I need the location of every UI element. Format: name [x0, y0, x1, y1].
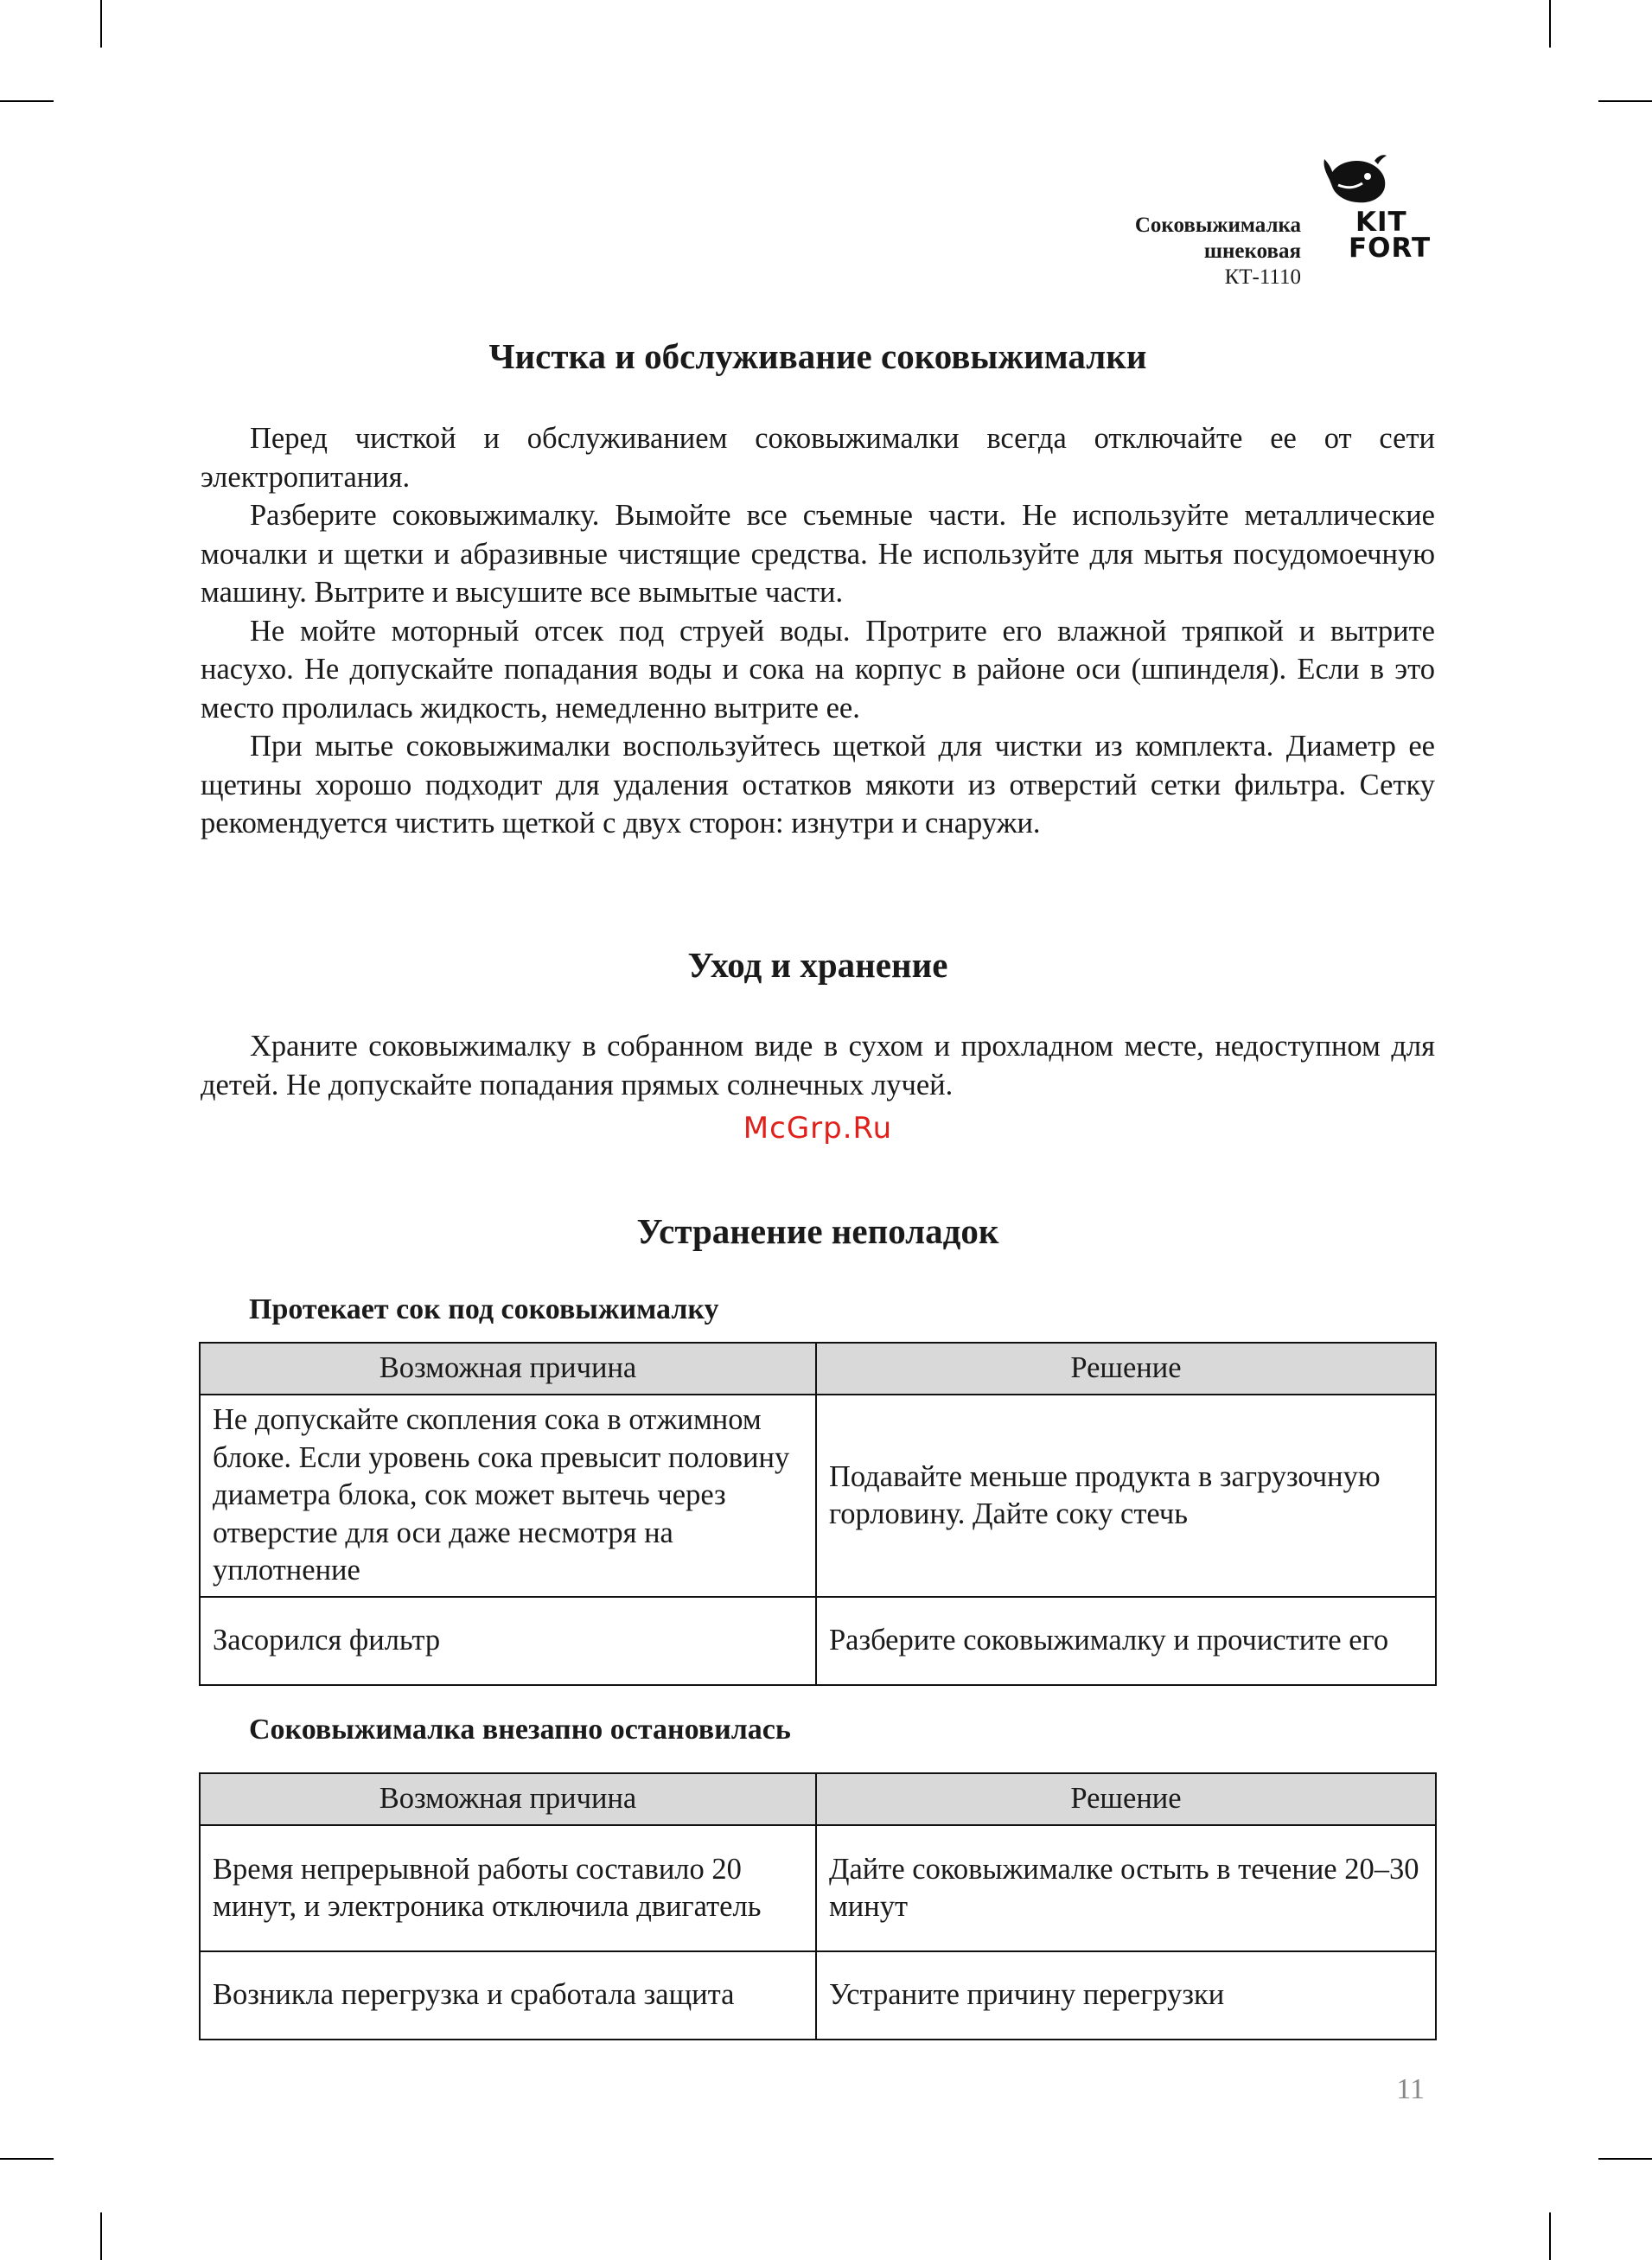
whale-icon: [1323, 154, 1392, 207]
column-header-cause: Возможная причина: [200, 1773, 816, 1825]
watermark-link[interactable]: McGrp.Ru: [743, 1111, 893, 1146]
cause-cell: Засорился фильтр: [200, 1597, 816, 1685]
column-header-solution: Решение: [816, 1773, 1436, 1825]
logo-text-line2: FORT: [1349, 233, 1432, 264]
column-header-cause: Возможная причина: [200, 1343, 816, 1395]
paragraph: Не мойте моторный отсек под струей воды. Протрите его влажной тряпкой и вытрите насухо. Не допускайте попадания воды и сока на корпус в районе оси (шпинделя). Если в это место пролилась жидкость, немедленно вытрите ее.: [201, 614, 1435, 725]
storage-text: [201, 1027, 1435, 1104]
product-model: КТ-1110: [1224, 265, 1301, 289]
logo-wordmark: [1349, 207, 1432, 264]
solution-cell: Дайте соковыжималке остыть в течение 20–30 минут: [816, 1825, 1436, 1951]
crop-mark: [1598, 2158, 1652, 2160]
product-name: Соковыжималка: [1134, 214, 1301, 237]
section-title-storage: Уход и хранение: [687, 945, 948, 985]
logo-text-line1: KIT: [1355, 207, 1407, 238]
document-header: [1135, 213, 1301, 290]
paragraph: При мытье соковыжималки воспользуйтесь щеткой для чистки из комплекта. Диаметр ее щетины хорошо подходит для удаления остатков мякоти из отверстий сетки фильтра. Сетку рекомендуется чистить щеткой с двух сторон: изнутри и снаружи.: [201, 730, 1435, 840]
crop-mark: [100, 2212, 102, 2260]
crop-mark: [100, 0, 102, 48]
crop-mark: [1549, 0, 1551, 48]
column-header-solution: Решение: [816, 1343, 1436, 1395]
cause-cell: Время непрерывной работы составило 20 минут, и электроника отключила двигатель: [200, 1825, 816, 1951]
table-row: [200, 1597, 1436, 1685]
table-row: [200, 1395, 1436, 1597]
table-row: [200, 1825, 1436, 1951]
table-header-row: [200, 1343, 1436, 1395]
solution-cell: Подавайте меньше продукта в загрузочную горловину. Дайте соку стечь: [816, 1395, 1436, 1597]
page-number: 11: [1396, 2073, 1425, 2105]
crop-mark: [1598, 100, 1652, 102]
paragraph: Перед чисткой и обслуживанием соковыжималки всегда отключайте ее от сети электропитания.: [201, 422, 1435, 494]
paragraph: Храните соковыжималку в собранном виде в сухом и прохладном месте, недоступном для детей. Не допускайте попадания прямых солнечных лучей.: [201, 1030, 1435, 1101]
section-title-troubleshooting: Устранение неполадок: [636, 1211, 999, 1251]
crop-mark: [0, 100, 54, 102]
paragraph: Разберите соковыжималку. Вымойте все съемные части. Не используйте металлические мочалки и щетки и абразивные чистящие средства. Не используйте для мытья посудомоечную машину. Вытрите и высушите все вымытые части.: [201, 499, 1435, 609]
troubleshooting-table-2: [199, 1772, 1437, 2040]
solution-cell: Устраните причину перегрузки: [816, 1951, 1436, 2040]
solution-cell: Разберите соковыжималку и прочистите его: [816, 1597, 1436, 1685]
crop-mark: [1549, 2212, 1551, 2260]
cleaning-text: [201, 419, 1435, 843]
cause-cell: Возникла перегрузка и сработала защита: [200, 1951, 816, 2040]
crop-mark: [0, 2158, 54, 2160]
table-row: [200, 1951, 1436, 2040]
problem-title: Соковыжималка внезапно остановилась: [249, 1714, 791, 1746]
cause-cell: Не допускайте скопления сока в отжимном блоке. Если уровень сока превысит половину диаметра блока, сок может вытечь через отверстие для оси даже несмотря на уплотнение: [200, 1395, 816, 1597]
product-type: шнековая: [1203, 239, 1301, 263]
troubleshooting-table-1: [199, 1342, 1437, 1686]
problem-title: Протекает сок под соковыжималку: [249, 1293, 719, 1325]
table-header-row: [200, 1773, 1436, 1825]
section-title-cleaning: Чистка и обслуживание соковыжималки: [488, 336, 1147, 376]
